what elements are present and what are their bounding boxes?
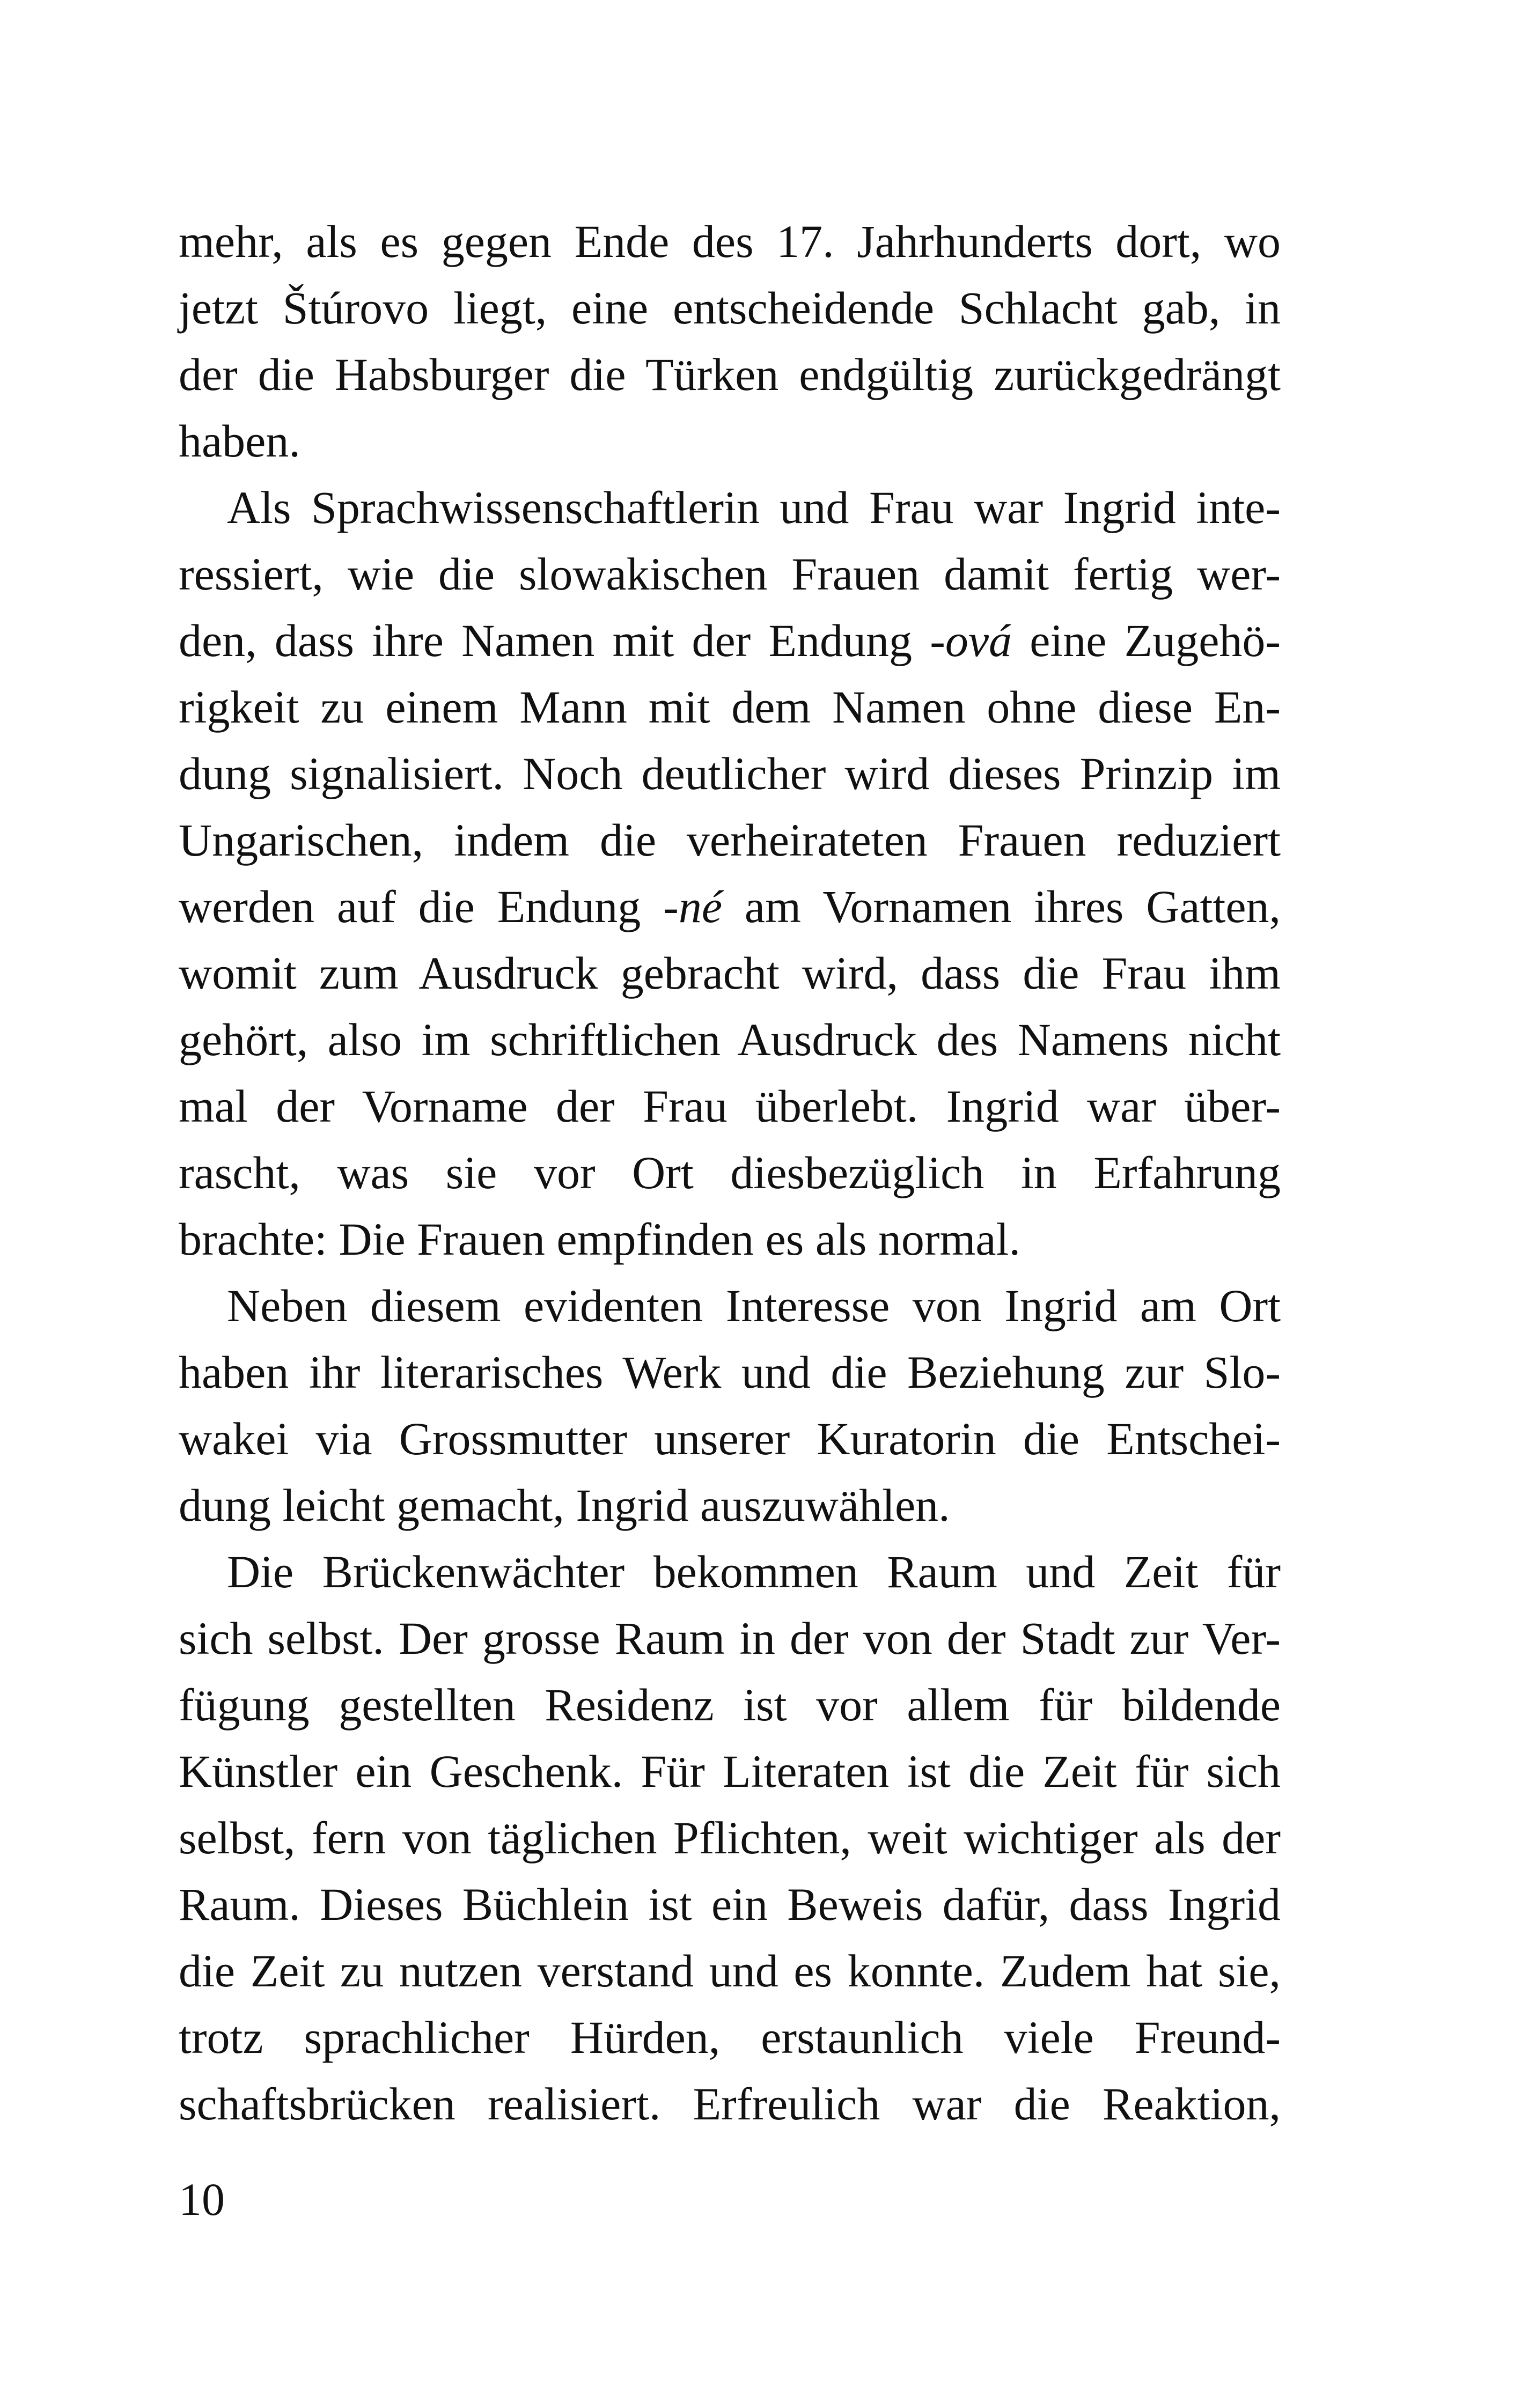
text-line: dung leicht gemacht, Ingrid auszuwählen.: [179, 1479, 950, 1531]
paragraph-1: [179, 208, 1281, 474]
text-line-with-italic: [179, 607, 1281, 674]
text-line-with-italic: [179, 873, 1281, 940]
text-line: Als Sprachwissenschaftlerin und Frau war Ingrid inte-: [227, 482, 1281, 533]
text-line: trotz sprachlicher Hürden, erstaunlich viele Freund-: [179, 2012, 1281, 2063]
text-line: die Zeit zu nutzen verstand und es konnte. Zudem hat sie,: [179, 1945, 1281, 1997]
text-line: wakei via Grossmutter unserer Kuratorin die Entschei-: [179, 1413, 1281, 1464]
page-number: 10: [179, 2174, 225, 2225]
text-line: haben ihr literarisches Werk und die Beziehung zur Slo-: [179, 1346, 1281, 1398]
text-line: ressiert, wie die slowakischen Frauen damit fertig wer-: [179, 548, 1281, 600]
text-line: Raum. Dieses Büchlein ist ein Beweis dafür, dass Ingrid: [179, 1879, 1281, 1930]
paragraph-4: [179, 1538, 1281, 2137]
paragraph-3: [179, 1272, 1281, 1538]
text-line: brachte: Die Frauen empfinden es als normal.: [179, 1213, 1020, 1265]
text-line: rascht, was sie vor Ort diesbezüglich in Erfahrung: [179, 1147, 1281, 1198]
body-text: [179, 208, 1281, 2137]
text-line: mal der Vorname der Frau überlebt. Ingrid war über-: [179, 1080, 1281, 1132]
text-line: gehört, also im schriftlichen Ausdruck des Namens nicht: [179, 1014, 1281, 1065]
text-line: jetzt Štúrovo liegt, eine entscheidende Schlacht gab, in: [179, 282, 1281, 334]
text-line: fügung gestellten Residenz ist vor allem für bildende: [179, 1679, 1281, 1730]
paragraph-2: [179, 474, 1281, 1272]
text-line: Neben diesem evidenten Interesse von Ingrid am Ort: [227, 1280, 1281, 1331]
text-segment: den, dass ihre Namen mit der Endung: [179, 615, 930, 666]
text-line: der die Habsburger die Türken endgültig zurückgedrängt: [179, 349, 1281, 400]
text-segment: werden auf die Endung: [179, 881, 664, 932]
text-line: rigkeit zu einem Mann mit dem Namen ohne diese En-: [179, 681, 1281, 733]
text-line: sich selbst. Der grosse Raum in der von der Stadt zur Ver-: [179, 1612, 1281, 1664]
italic-suffix: -ová: [930, 615, 1012, 666]
text-line: selbst, fern von täglichen Pflichten, weit wichtiger als der: [179, 1812, 1281, 1864]
text-line: Ungarischen, indem die verheirateten Frauen reduziert: [179, 814, 1281, 866]
text-segment: am Vornamen ihres Gatten,: [722, 881, 1281, 932]
text-line: haben.: [179, 415, 300, 467]
italic-suffix: -né: [663, 881, 722, 932]
text-line: dung signalisiert. Noch deutlicher wird dieses Prinzip im: [179, 748, 1281, 799]
text-line: womit zum Ausdruck gebracht wird, dass die Frau ihm: [179, 947, 1281, 999]
text-line: schaftsbrücken realisiert. Erfreulich war die Reaktion,: [179, 2078, 1281, 2130]
text-line: Künstler ein Geschenk. Für Literaten ist die Zeit für sich: [179, 1746, 1281, 1797]
text-segment: eine Zugehö-: [1012, 615, 1281, 666]
text-line: mehr, als es gegen Ende des 17. Jahrhunderts dort, wo: [179, 216, 1281, 267]
text-line: Die Brückenwächter bekommen Raum und Zeit für: [227, 1546, 1281, 1597]
